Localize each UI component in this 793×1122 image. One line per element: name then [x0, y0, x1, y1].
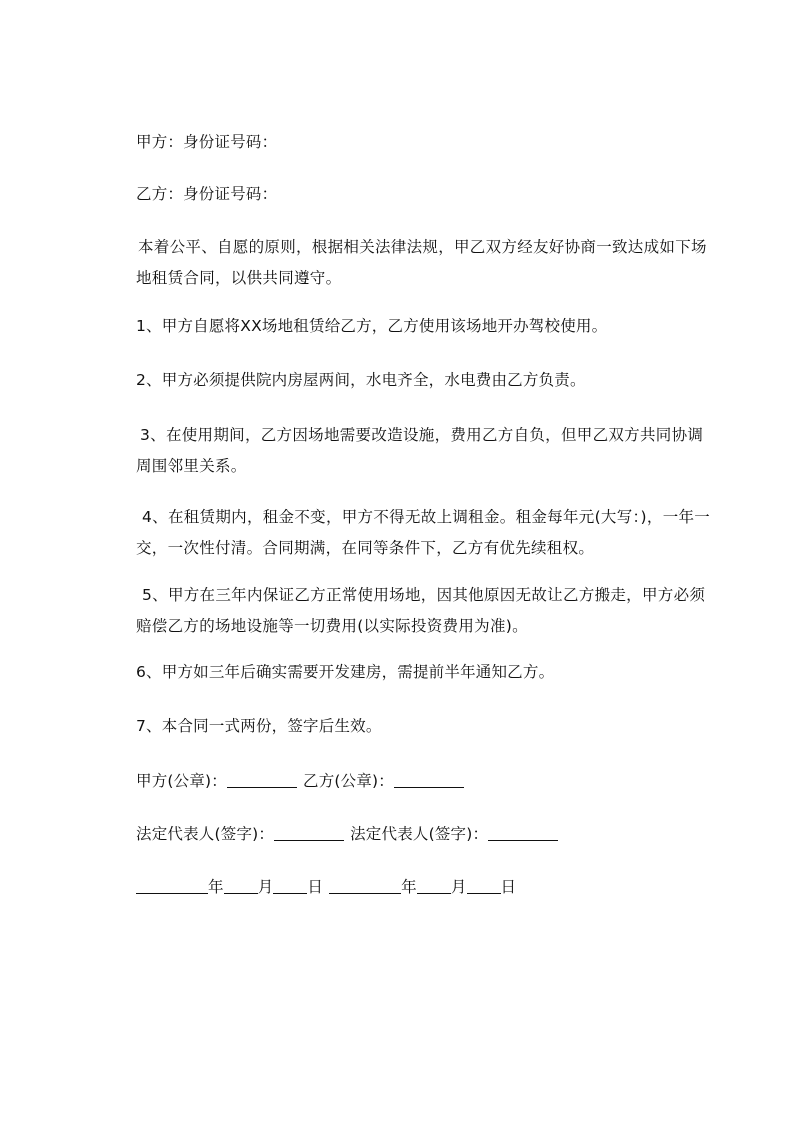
party-a-day-blank[interactable] — [273, 878, 307, 894]
party-a-year-blank[interactable] — [136, 878, 208, 894]
date-line — [136, 877, 516, 897]
party-b-seal-label: 乙方(公章)： — [303, 772, 394, 790]
party-a-rep-label: 法定代表人(签字)： — [136, 825, 275, 843]
party-a-id-line: 甲方：身份证号码： — [136, 133, 278, 151]
representative-line — [136, 824, 558, 844]
party-b-rep-label: 法定代表人(签字)： — [350, 825, 489, 843]
clause-7: 7、本合同一式两份，签字后生效。 — [136, 717, 382, 735]
day-label-b: 日 — [500, 878, 517, 896]
party-b-year-blank[interactable] — [329, 878, 401, 894]
clause-5: 5、甲方在三年内保证乙方正常使用场地，因其他原因无故让乙方搬走，甲方必须赔偿乙方的场地设施等一切费用(以实际投资费用为准)。 — [136, 586, 706, 635]
party-b-day-blank[interactable] — [467, 878, 501, 894]
year-label-b: 年 — [401, 878, 417, 896]
clause-2: 2、甲方必须提供院内房屋两间，水电齐全，水电费由乙方负责。 — [136, 371, 586, 389]
clause-6: 6、甲方如三年后确实需要开发建房，需提前半年通知乙方。 — [136, 663, 555, 681]
month-label-b: 月 — [450, 878, 467, 896]
seal-line — [136, 771, 464, 791]
party-b-id-line: 乙方：身份证号码： — [136, 185, 278, 203]
month-label-a: 月 — [257, 878, 274, 896]
clause-3: 3、在使用期间，乙方因场地需要改造设施，费用乙方自负，但甲乙双方共同协调周围邻里关系。 — [136, 426, 704, 475]
party-a-seal-label: 甲方(公章)： — [136, 772, 227, 790]
party-b-month-blank[interactable] — [417, 878, 451, 894]
clause-4: 4、在租赁期内，租金不变，甲方不得无故上调租金。租金每年元(大写：)，一年一交，一次性付清。合同期满，在同等条件下，乙方有优先续租权。 — [136, 508, 711, 557]
day-label-a: 日 — [307, 878, 324, 896]
party-a-seal-blank[interactable] — [227, 772, 297, 788]
party-b-rep-blank[interactable] — [488, 825, 558, 841]
party-a-rep-blank[interactable] — [274, 825, 344, 841]
party-a-month-blank[interactable] — [224, 878, 258, 894]
intro-paragraph: 本着公平、自愿的原则，根据相关法律法规，甲乙双方经友好协商一致达成如下场地租赁合同，以供共同遵守。 — [136, 238, 707, 287]
year-label-a: 年 — [208, 878, 224, 896]
clause-1: 1、甲方自愿将XX场地租赁给乙方，乙方使用该场地开办驾校使用。 — [136, 317, 608, 335]
party-b-seal-blank[interactable] — [394, 772, 464, 788]
